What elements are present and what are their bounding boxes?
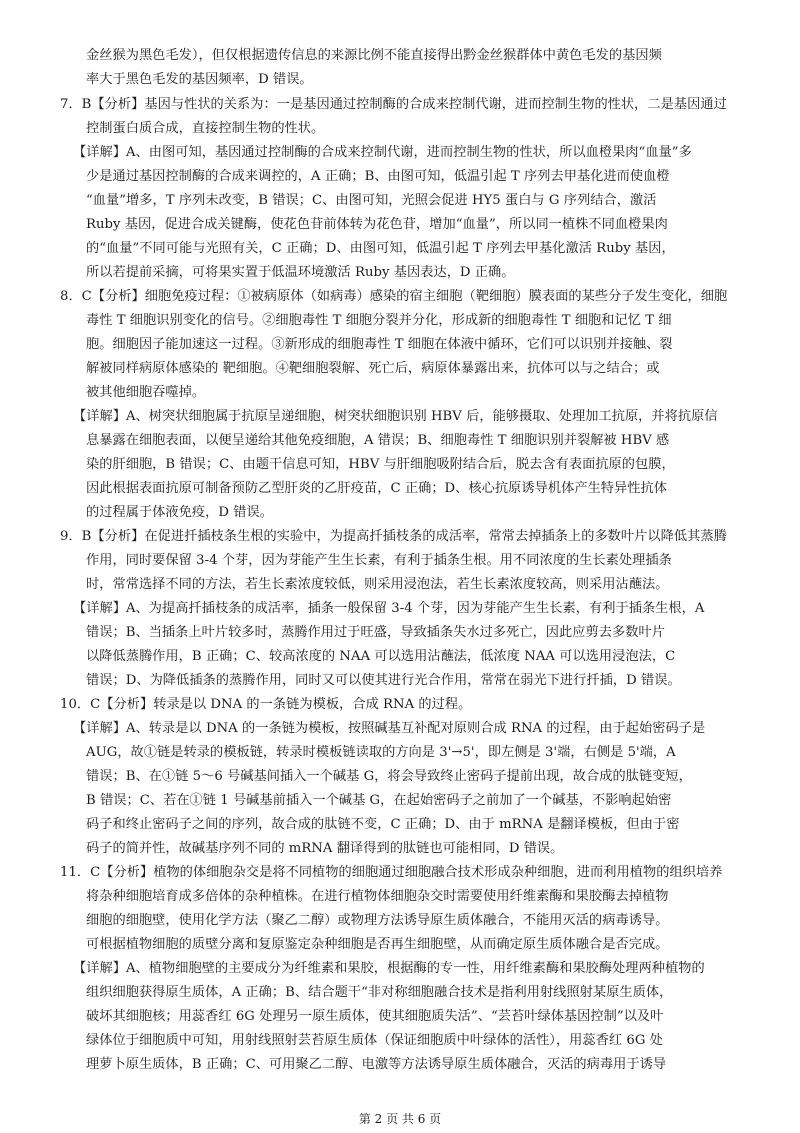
text-line: 金丝猴为黑色毛发），但仅根据遗传信息的来源比例不能直接得出黔金丝猴群体中黄色毛发的基因频 bbox=[86, 48, 662, 63]
text-line: 息暴露在细胞表面，以便呈递给其他免疫细胞，A 错误；B、细胞毒性 T 细胞识别并裂解被 HBV 感 bbox=[86, 433, 670, 448]
text-line: 所以若提前采摘，可将果实置于低温环境激活 Ruby 基因表达，D 正确。 bbox=[86, 265, 515, 280]
answer-9-detail: 【详解】A、为提高扦插枝条的成活率，插条一般保留 3-4 个芽，因为芽能产生生长素，有利于插条生根，A bbox=[73, 601, 705, 616]
text-line: 错误；B、当插条上叶片较多时，蒸腾作用过于旺盛，导致插条失水过多死亡，因此应剪去多数叶片 bbox=[86, 625, 665, 640]
text-line: 少是通过基因控制酶的合成来调控的，A 正确；B、由图可知，低温引起 T 序列去甲基化进而使血橙 bbox=[86, 169, 670, 184]
text-line: 时，常常选择不同的方法，若生长素浓度较低，则采用浸泡法，若生长素浓度较高，则采用沾蘸法。 bbox=[86, 577, 669, 592]
answer-7-detail: 【详解】A、由图可知，基因通过控制酶的合成来控制代谢，进而控制生物的性状，所以血橙果肉“血量”多 bbox=[73, 145, 692, 160]
text-line: 解被同样病原体感染的 靶细胞。④靶细胞裂解、死亡后，病原体暴露出来，抗体可以与之结合；或 bbox=[86, 361, 660, 376]
text-line: 率大于黑色毛发的基因频率，D 错误。 bbox=[86, 72, 313, 87]
answer-10-analysis: 10．C【分析】转录是以 DNA 的一条链为模板，合成 RNA 的过程。 bbox=[60, 697, 472, 712]
text-line: 错误；D、为降低插条的蒸腾作用，同时又可以使其进行光合作用，常常在弱光下进行扦插，D 错误。 bbox=[86, 673, 681, 688]
text-line: 的“血量”不同可能与光照有关，C 正确；D、由图可知，低温引起 T 序列去甲基化激活 Ruby 基因， bbox=[86, 241, 675, 256]
text-line: 细胞的细胞壁，使用化学方法（聚乙二醇）或物理方法诱导原生质体融合，不能用灭活的病毒诱导。 bbox=[86, 913, 669, 928]
answer-11-detail: 【详解】A、植物细胞壁的主要成分为纤维素和果胶，根据酶的专一性，用纤维素酶和果胶酶处理两种植物的 bbox=[73, 961, 705, 976]
text-line: 将杂种细胞培育成多倍体的杂种植株。在进行植物体细胞杂交时需要使用纤维素酶和果胶酶去掉植物 bbox=[86, 889, 669, 904]
text-line: 理萝卜原生质体，B 正确；C、可用聚乙二醇、电激等方法诱导原生质体融合，灭活的病毒用于诱导 bbox=[86, 1057, 667, 1072]
answer-10-detail: 【详解】A、转录是以 DNA 的一条链为模板，按照碱基互补配对原则合成 RNA 的过程，由于起始密码子是 bbox=[73, 721, 706, 736]
text-line: 毒性 T 细胞识别变化的信号。②细胞毒性 T 细胞分裂并分化，形成新的细胞毒性 T 细胞和记忆 T 细 bbox=[86, 313, 672, 328]
text-line: 错误；B、在①链 5～6 号碱基间插入一个碱基 G，将会导致终止密码子提前出现，故合成的肽链变短， bbox=[86, 769, 692, 784]
text-line: 破坏其细胞核；用蕊香红 6G 处理另一原生质体，使其细胞质失活”、“芸苔叶绿体基因控制”以及叶 bbox=[86, 1009, 664, 1024]
text-line: 因此根据表面抗原可制备预防乙型肝炎的乙肝疫苗，C 正确；D、核心抗原诱导机体产生特异性抗体 bbox=[86, 481, 667, 496]
text-line: 染的肝细胞，B 错误；C、由题干信息可知，HBV 与肝细胞吸附结合后，脱去含有表面抗原的包膜， bbox=[86, 457, 675, 472]
text-line: 的过程属于体液免疫，D 错误。 bbox=[86, 505, 273, 520]
text-line: 胞。细胞因子能加速这一过程。③新形成的细胞毒性 T 细胞在体液中循环，它们可以识别并接触、裂 bbox=[86, 337, 673, 352]
text-line: 以降低蒸腾作用，B 正确；C、较高浓度的 NAA 可以选用沾蘸法，低浓度 NAA 可以选用浸泡法，C bbox=[86, 649, 676, 664]
text-line: 可根据植物细胞的质壁分离和复原鉴定杂种细胞是否再生细胞壁，从而确定原生质体融合是否完成。 bbox=[86, 937, 669, 952]
text-line: B 错误；C、若在①链 1 号碱基前插入一个碱基 G，在起始密码子之前加了一个碱基，不影响起始密 bbox=[86, 793, 672, 808]
answer-7-analysis: 7．B【分析】基因与性状的关系为：一是基因通过控制酶的合成来控制代谢，进而控制生物的性状，二是基因通过 bbox=[60, 97, 727, 112]
text-line: 控制蛋白质合成，直接控制生物的性状。 bbox=[86, 121, 325, 136]
text-line: 码子的简并性，故碱基序列不同的 mRNA 翻译得到的肽链也可能相同，D 错误。 bbox=[86, 841, 564, 856]
text-line: 作用，同时要保留 3-4 个芽，因为芽能产生生长素，有利于插条生根。用不同浓度的生长素处理插条 bbox=[86, 553, 672, 568]
text-line: Ruby 基因，促进合成关键酶，使花色苷前体转为花色苷，增加“血量”，所以同一植株不同血橙果肉 bbox=[86, 217, 668, 232]
text-line: 绿体位于细胞质中可知，用射线照射芸苔原生质体（保证细胞质中叶绿体的活性），用蕊香红 6G 处 bbox=[86, 1033, 663, 1048]
answer-8-detail: 【详解】A、树突状细胞属于抗原呈递细胞，树突状细胞识别 HBV 后，能够摄取、处理加工抗原，并将抗原信 bbox=[73, 409, 718, 424]
text-line: 码子和终止密码子之间的序列，故合成的肽链不变，C 正确；D、由于 mRNA 是翻译模板，但由于密 bbox=[86, 817, 680, 832]
text-line: 组织细胞获得原生质体，A 正确；B、结合题干“非对称细胞融合技术是指利用射线照射某原生质体， bbox=[86, 985, 673, 1000]
answer-8-analysis: 8．C【分析】细胞免疫过程：①被病原体（如病毒）感染的宿主细胞（靶细胞）膜表面的某些分子发生变化，细胞 bbox=[60, 289, 728, 304]
answer-9-analysis: 9．B【分析】在促进扦插枝条生根的实验中，为提高扦插枝条的成活率，常常去掉插条上的多数叶片以降低其蒸腾 bbox=[60, 529, 727, 544]
page-footer: 第 2 页 共 6 页 bbox=[358, 1112, 442, 1126]
text-line: AUG，故①链是转录的模板链，转录时模板链读取的方向是 3'→5'，即左侧是 3'端，右侧是 5'端，A bbox=[86, 745, 676, 760]
text-line: 被其他细胞吞噬掉。 bbox=[86, 385, 206, 400]
answer-11-analysis: 11．C【分析】植物的体细胞杂交是将不同植物的细胞通过细胞融合技术形成杂种细胞，进而利用植物的组织培养 bbox=[60, 865, 723, 880]
text-line: “血量”增多，T 序列未改变，B 错误；C、由图可知，光照会促进 HY5 蛋白与 G 序列结合，激活 bbox=[86, 193, 657, 208]
